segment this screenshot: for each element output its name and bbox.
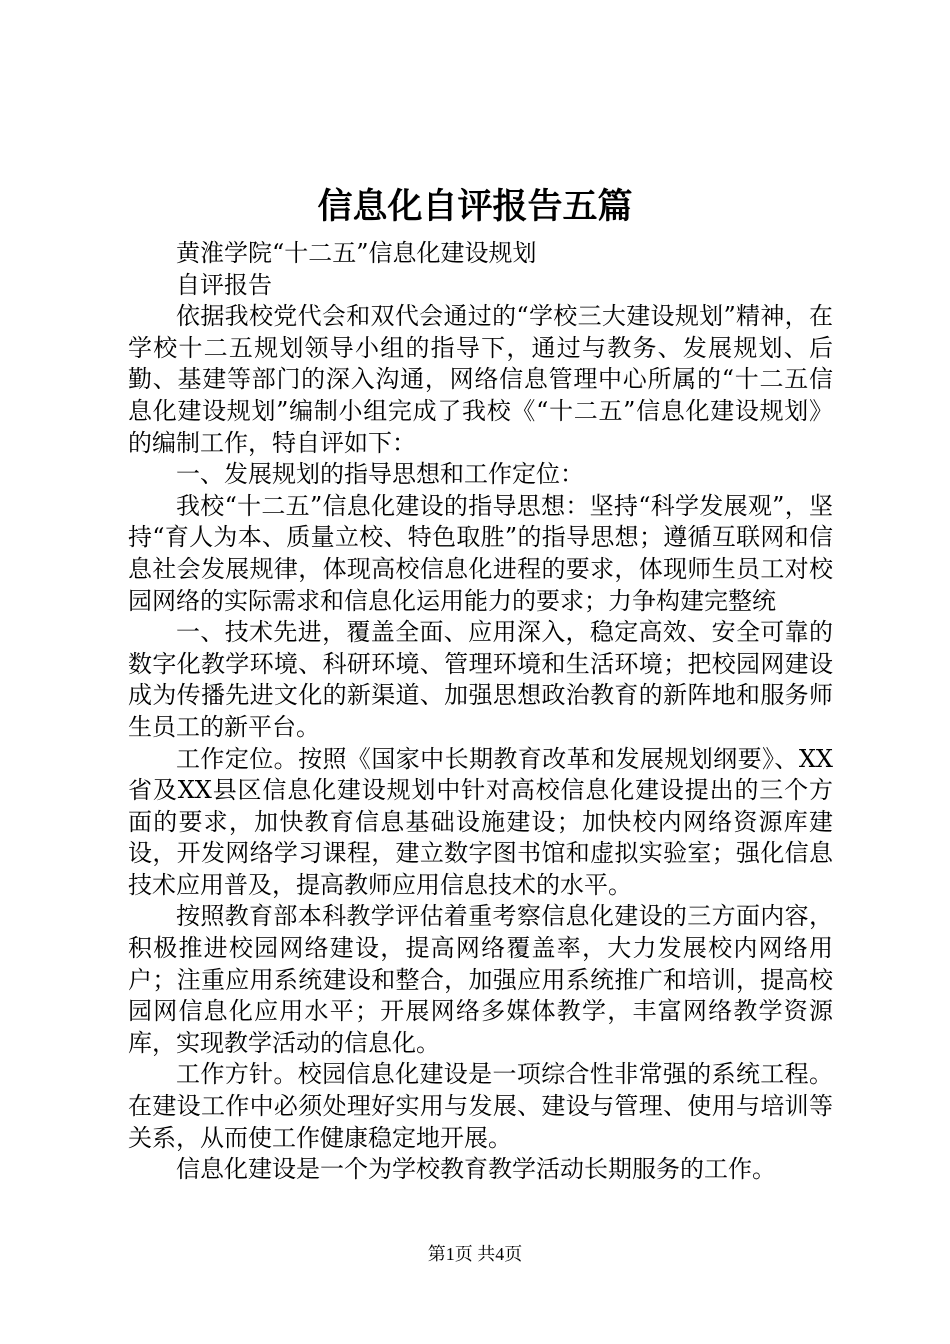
paragraph: 一、技术先进，覆盖全面、应用深入，稳定高效、安全可靠的数字化教学环境、科研环境、管理环境和生活环境；把校园网建设成为传播先进文化的新渠道、加强思想政治教育的新阵地和服务师生员工的新平台。 xyxy=(128,618,833,741)
document-body xyxy=(128,238,833,1186)
document-title: 信息化自评报告五篇 xyxy=(317,186,633,227)
paragraph: 自评报告 xyxy=(176,270,272,299)
paragraph: 依据我校党代会和双代会通过的“学校三大建设规划”精神，在学校十二五规划领导小组的指导下，通过与教务、发展规划、后勤、基建等部门的深入沟通，网络信息管理中心所属的“十二五信息化建设规划”编制小组完成了我校《“十二五”信息化建设规划》的编制工作，特自评如下： xyxy=(128,302,833,457)
page-footer: 第1页 共4页 xyxy=(427,1244,523,1264)
paragraph: 工作方针。校园信息化建设是一项综合性非常强的系统工程。在建设工作中必须处理好实用与发展、建设与管理、使用与培训等关系，从而使工作健康稳定地开展。 xyxy=(128,1060,833,1152)
paragraph: 黄淮学院“十二五”信息化建设规划 xyxy=(176,239,537,267)
paragraph: 信息化建设是一个为学校教育教学活动长期服务的工作。 xyxy=(176,1155,776,1184)
paragraph: 工作定位。按照《国家中长期教育改革和发展规划纲要》、XX省及XX县区信息化建设规划中针对高校信息化建设提出的三个方面的要求，加快教育信息基础设施建设；加快校内网络资源库建设，开发网络学习课程，建立数字图书馆和虚拟实验室；强化信息技术应用普及，提高教师应用信息技术的水平。 xyxy=(128,744,833,899)
paragraph: 按照教育部本科教学评估着重考察信息化建设的三方面内容，积极推进校园网络建设，提高网络覆盖率，大力发展校内网络用户；注重应用系统建设和整合，加强应用系统推广和培训，提高校园网信息化应用水平；开展网络多媒体教学，丰富网络教学资源库，实现教学活动的信息化。 xyxy=(128,902,833,1057)
paragraph: 我校“十二五”信息化建设的指导思想：坚持“科学发展观”，坚持“育人为本、质量立校、特色取胜”的指导思想；遵循互联网和信息社会发展规律，体现高校信息化进程的要求，体现师生员工对校园网络的实际需求和信息化运用能力的要求；力争构建完整统 xyxy=(128,491,833,615)
paragraph: 一、发展规划的指导思想和工作定位： xyxy=(176,460,584,489)
